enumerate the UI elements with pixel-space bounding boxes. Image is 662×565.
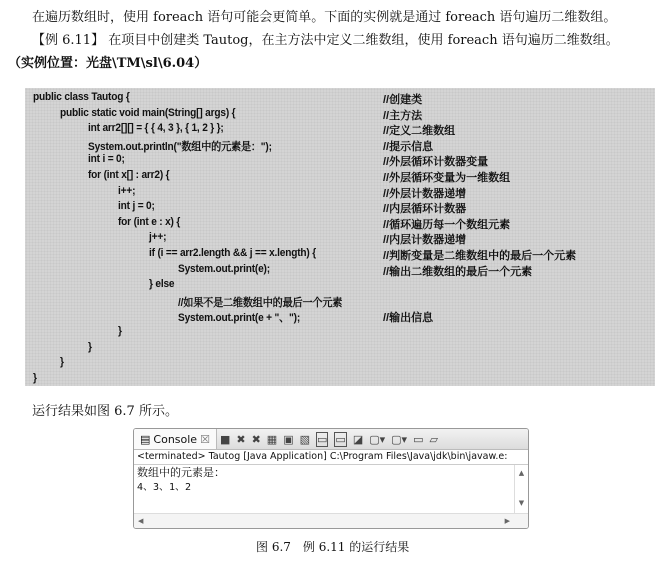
code-line: } (118, 325, 122, 337)
code-line: //如果不是二维数组中的最后一个元素 (178, 296, 343, 309)
code-comment: //输出二维数组的最后一个元素 (383, 265, 533, 278)
code-comment: //循环遍历每一个数组元素 (383, 218, 511, 231)
code-line: if (i == arr2.length && j == x.length) { (149, 247, 316, 259)
horizontal-scrollbar[interactable]: ◀ ▶ (134, 513, 528, 528)
result-text: 运行结果如图 6.7 所示。 (32, 404, 178, 419)
code-line: } else (149, 278, 175, 291)
code-line: j++; (149, 231, 167, 244)
code-comment: //定义二维数组 (383, 125, 456, 138)
code-line: public class Tautog { (33, 91, 130, 103)
clear-console-icon[interactable]: ▦ (266, 432, 278, 446)
code-comment: //内层循环计数器 (383, 203, 467, 216)
tab-label: Console (153, 432, 198, 446)
code-comment: //判断变量是二维数组中的最后一个元素 (383, 250, 577, 262)
open-console-icon[interactable]: ▢▾ (391, 432, 408, 446)
code-line: } (60, 356, 64, 369)
code-line: System.out.print(e + "、"); (178, 312, 301, 325)
code-comment: //内层计数器递增 (383, 234, 467, 247)
code-comment: //外层循环计数器变量 (383, 156, 489, 169)
output-line: 4、3、1、2 (137, 482, 192, 493)
code-line: System.out.print(e); (178, 262, 270, 275)
scroll-lock-icon[interactable]: ▣ (283, 432, 294, 446)
code-line: } (33, 371, 37, 384)
code-comment: //外层循环变量为一维数组 (383, 172, 511, 184)
code-line: } (88, 340, 92, 353)
code-line: int arr2[][] = { { 4, 3 }, { 1, 2 } }; (88, 122, 224, 135)
code-comment: //提示信息 (383, 140, 434, 153)
terminated-status: <terminated> Tautog [Java Application] C:\Program Files\Java\jdk\bin\javaw.e: (134, 450, 528, 465)
close-icon[interactable]: ☒ (200, 432, 210, 446)
console-output (134, 465, 514, 513)
code-comment: //外层计数器递增 (383, 187, 467, 200)
maximize-icon[interactable]: ▱ (429, 432, 438, 446)
code-comment: //创建类 (383, 94, 423, 106)
remove-launch-icon[interactable]: ✖ (236, 432, 246, 446)
console-view (133, 428, 529, 529)
code-block (25, 88, 655, 386)
tab-console[interactable] (134, 429, 217, 449)
code-line: int j = 0; (118, 200, 155, 213)
pin-console-icon[interactable]: ◪ (352, 432, 364, 446)
code-line: public static void main(String[] args) { (60, 106, 236, 119)
example-title: 【例 6.11】 在项目中创建类 Tautog，在主方法中定义二维数组，使用 foreach 语句遍历二维数组。 (32, 33, 619, 48)
code-comment: //输出信息 (383, 312, 434, 325)
code-comment: //主方法 (383, 109, 423, 122)
code-line: for (int e : x) { (118, 215, 181, 228)
code-line: System.out.println("数组中的元素是："); (88, 140, 272, 153)
figure-caption: 图 6.7 例 6.11 的运行结果 (256, 540, 410, 554)
code-line: for (int x[] : arr2) { (88, 169, 170, 181)
terminate-icon[interactable]: ■ (219, 432, 231, 446)
minimize-icon[interactable]: ▭ (413, 432, 424, 446)
word-wrap-icon[interactable]: ▧ (299, 432, 311, 446)
console-toolbar (134, 429, 528, 450)
intro-paragraph: 在遍历数组时，使用 foreach 语句可能会更简单。下面的实例就是通过 foreach 语句遍历二维数组。 (32, 10, 617, 25)
code-line: int i = 0; (88, 153, 125, 166)
display-console-icon[interactable]: ▢▾ (369, 432, 386, 446)
console-icon: ▤ (140, 432, 151, 446)
show-stdout-icon[interactable]: ▭ (317, 432, 328, 446)
vertical-scrollbar[interactable]: ▲ ▼ (514, 465, 528, 513)
example-location: （实例位置：光盘\TM\sl\6.04） (8, 56, 208, 71)
show-stderr-icon[interactable]: ▭ (335, 432, 346, 446)
code-line: i++; (118, 184, 136, 197)
output-line: 数组中的元素是： (137, 466, 225, 479)
remove-all-icon[interactable]: ✖ (251, 432, 261, 446)
